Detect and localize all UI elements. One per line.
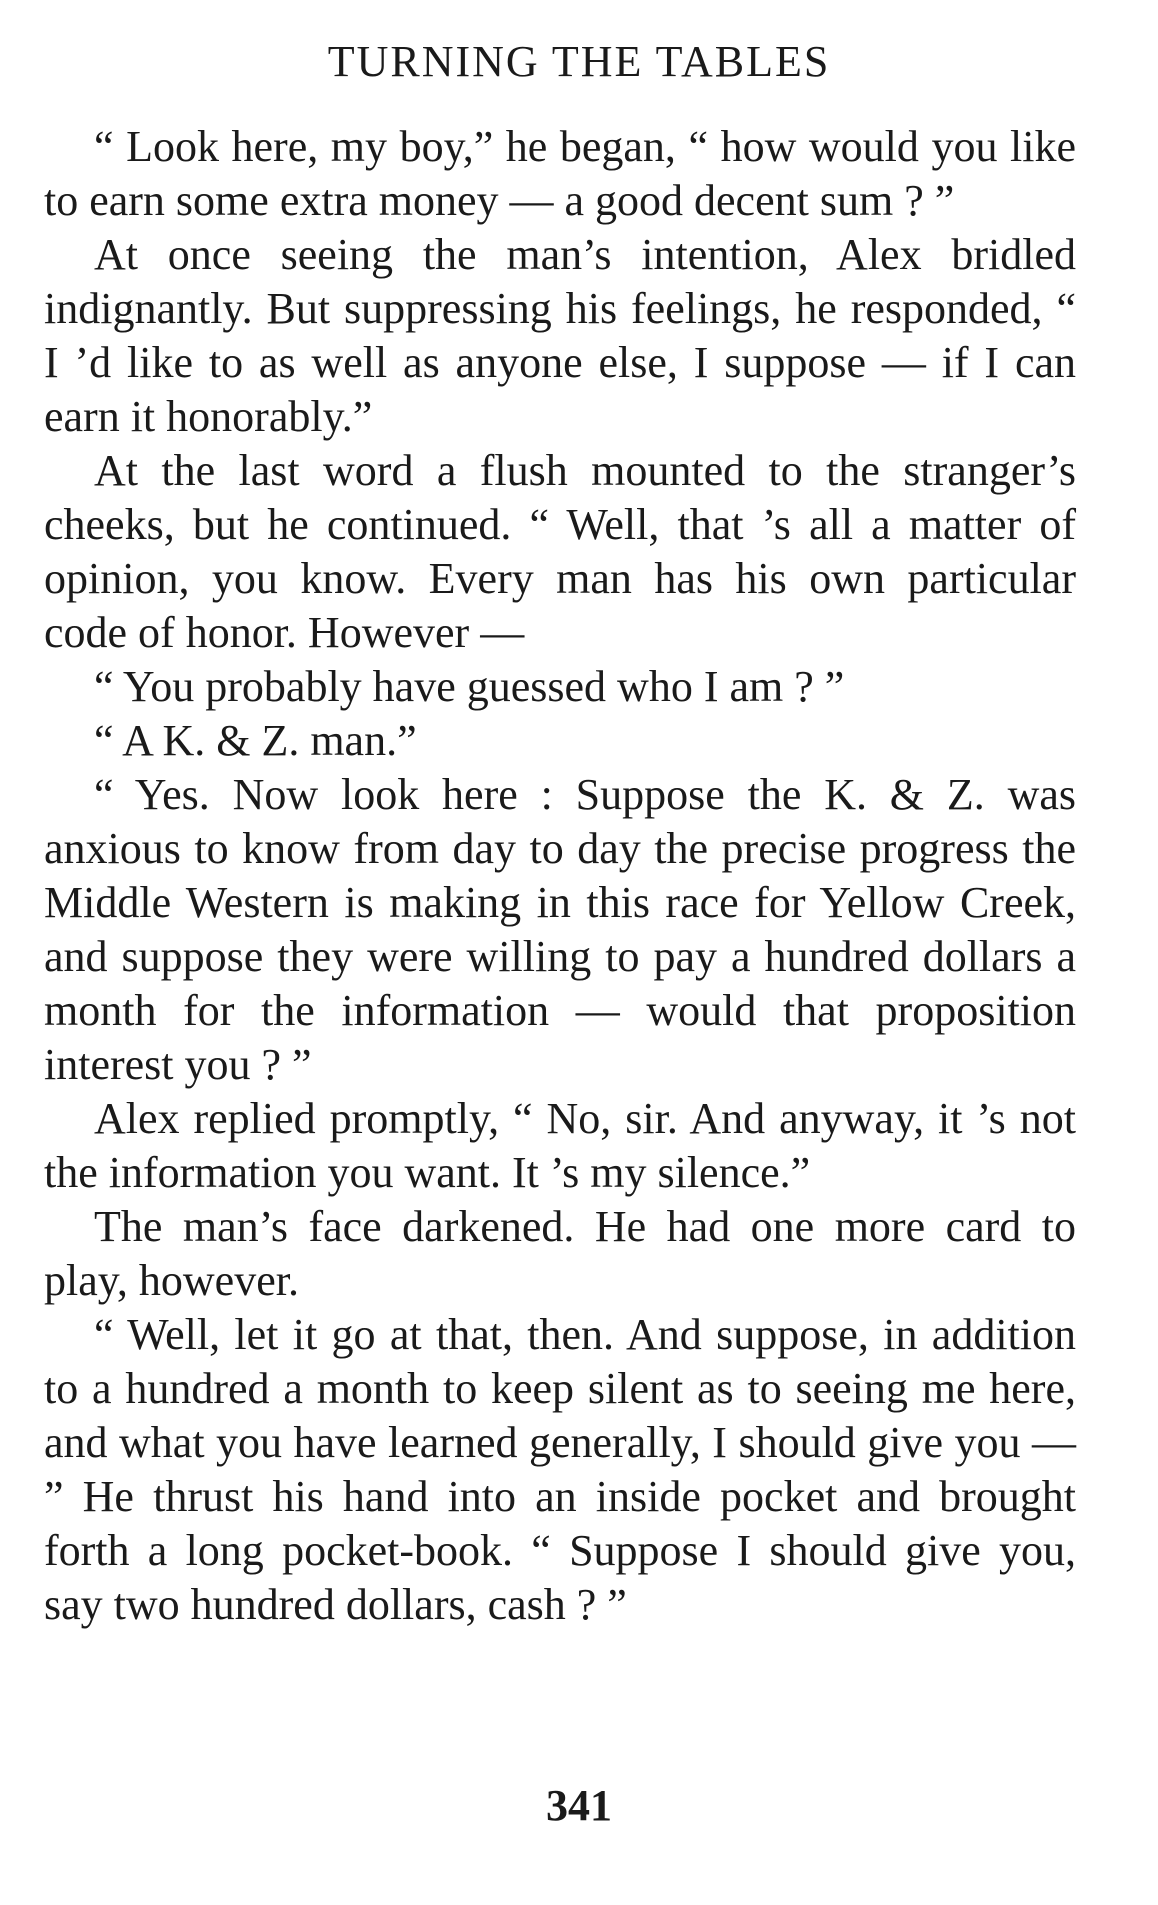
- paragraph: “ Well, let it go at that, then. And suppose, in addition to a hundred a month to keep silent as to seeing me here, and what you have learned generally, I should give you — ” He thrust his hand into an inside pocket and brought forth a long pocket-book. “ Suppose I should give you, say two hundred dollars, cash ? ”: [44, 1310, 1076, 1629]
- body-text: [44, 120, 1076, 1632]
- running-title: TURNING THE TABLES: [327, 37, 831, 86]
- page-number: 341: [546, 1781, 612, 1830]
- paragraph: “ A K. & Z. man.”: [94, 716, 417, 765]
- paragraph: Alex replied promptly, “ No, sir. And anyway, it ’s not the information you want. It ’s my silence.”: [44, 1094, 1076, 1197]
- paragraph: “ You probably have guessed who I am ? ”: [94, 662, 845, 711]
- paragraph: “ Yes. Now look here : Suppose the K. & Z. was anxious to know from day to day the precise progress the Middle Western is making in this race for Yellow Creek, and suppose they were willing to pay a hundred dollars a month for the information — would that proposition interest you ? ”: [44, 770, 1076, 1089]
- paragraph: “ Look here, my boy,” he began, “ how would you like to earn some extra money — a good decent sum ? ”: [44, 122, 1076, 225]
- paragraph: At once seeing the man’s intention, Alex bridled indignantly. But suppressing his feelings, he responded, “ I ’d like to as well as anyone else, I suppose — if I can earn it honorably.”: [44, 230, 1076, 441]
- paragraph: At the last word a flush mounted to the stranger’s cheeks, but he continued. “ Well, that ’s all a matter of opinion, you know. Every man has his own particular code of honor. However —: [44, 446, 1076, 657]
- paragraph: The man’s face darkened. He had one more card to play, however.: [44, 1202, 1076, 1305]
